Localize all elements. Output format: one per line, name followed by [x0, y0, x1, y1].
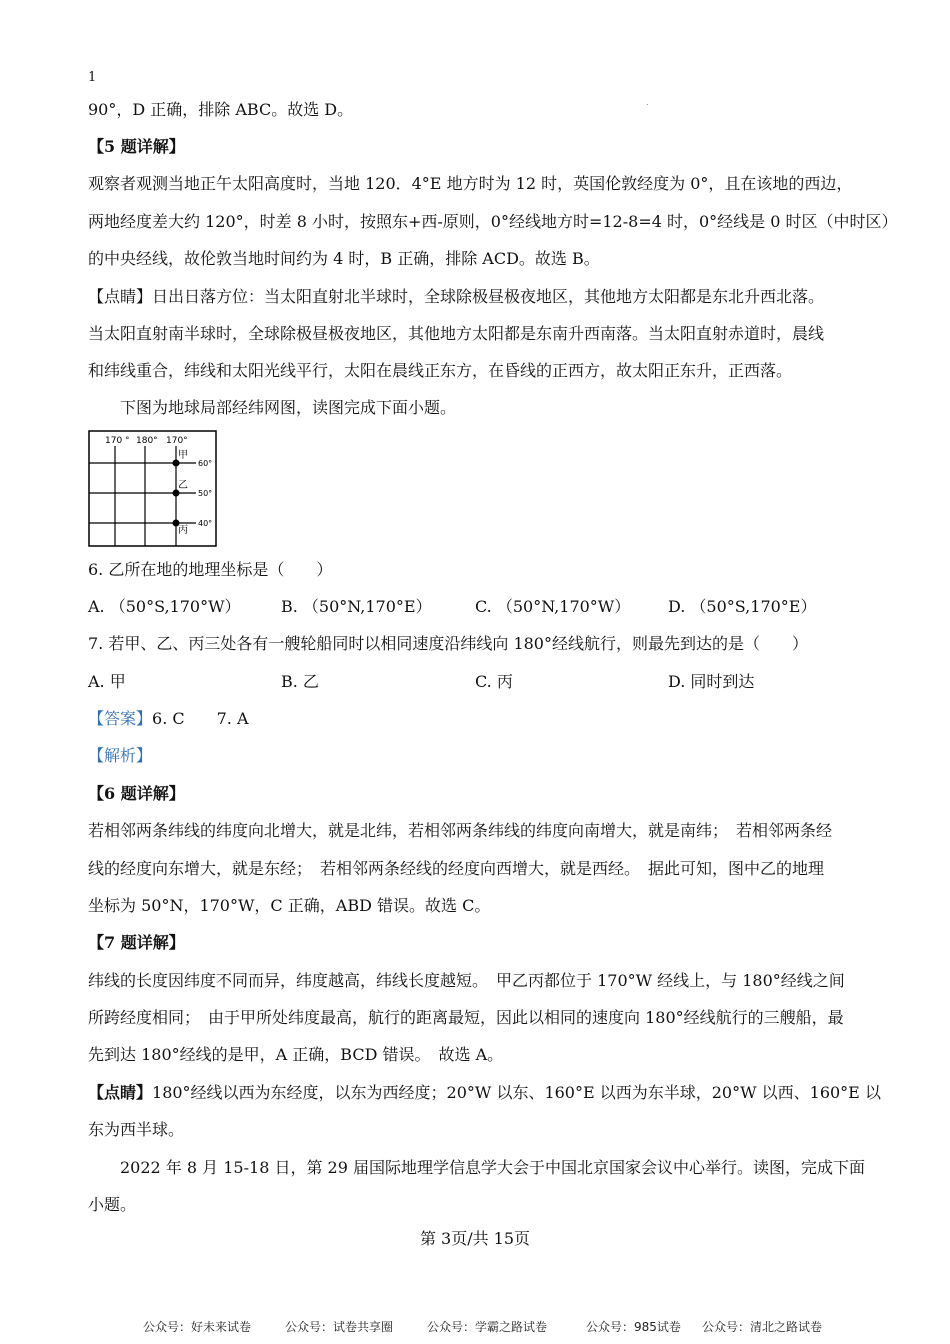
section-label-q5: 【5 题详解】: [88, 137, 185, 156]
footer-text: 公众号：学霸之路试卷: [427, 1320, 548, 1334]
q7-option-d: D. 同时到达: [668, 672, 755, 691]
text-line: 东为西半球。: [88, 1120, 185, 1139]
page-mark: 1: [88, 70, 97, 85]
text-line: 纬线的长度因纬度不同而异，纬度越高，纬线长度越短。 甲乙丙都位于 170°W 经线上，与 180°经线之间: [88, 971, 845, 990]
tip-line: [88, 1083, 881, 1103]
text-line: 所跨经度相同； 由于甲所处纬度最高，航行的距离最短，因此以相同的速度向 180°经线航行的三艘船，最: [88, 1008, 844, 1027]
graticule-svg: [88, 430, 218, 548]
text-line: 坐标为 50°N，170°W，C 正确，ABD 错误。故选 C。: [88, 896, 491, 915]
answer-text: 6. C 7. A: [152, 709, 249, 728]
q7-option-a: A. 甲: [88, 672, 126, 691]
longitude-label: 170 °: [105, 436, 130, 446]
answer-line: [88, 709, 249, 729]
text-line: 两地经度差大约 120°，时差 8 小时，按照东+西-原则，0°经线地方时=12-8=4 时，0°经线是 0 时区（中时区）: [88, 212, 898, 231]
graticule-figure: [88, 430, 218, 548]
answer-label: 【答案】: [88, 709, 153, 728]
section-label-q6: 【6 题详解】: [88, 784, 185, 803]
latitude-label: 40°: [198, 519, 213, 528]
q6-option-d: D. （50°S,170°E）: [668, 597, 817, 616]
text-line: 先到达 180°经线的是甲，A 正确，BCD 错误。 故选 A。: [88, 1045, 504, 1064]
point-label-yi: 乙: [178, 480, 188, 491]
longitude-label: 170°: [166, 436, 188, 446]
latitude-label: 50°: [198, 489, 213, 498]
q6-option-a: A. （50°S,170°W）: [88, 597, 241, 616]
text-line: 若相邻两条纬线的纬度向北增大，就是北纬，若相邻两条纬线的纬度向南增大，就是南纬； 若相邻两条经: [88, 821, 833, 840]
point-label-jia: 甲: [178, 450, 188, 461]
point-label-bing: 丙: [178, 525, 188, 536]
section-label-q7: 【7 题详解】: [88, 933, 185, 952]
text-line: 当太阳直射南半球时，全球除极昼极夜地区，其他地方太阳都是东南升西南落。当太阳直射赤道时，晨线: [88, 324, 825, 343]
latitude-label: 60°: [198, 459, 213, 468]
q6-option-c: C. （50°N,170°W）: [475, 597, 631, 616]
footer-text: 公众号：985试卷: [586, 1320, 681, 1334]
text-line: 线的经度向东增大，就是东经； 若相邻两条经线的经度向西增大，就是西经。 据此可知，图中乙的地理: [88, 859, 825, 878]
footer-text: 公众号：清北之路试卷: [702, 1320, 823, 1334]
page-number: 第 3页/共 15页: [419, 1229, 531, 1248]
text-line: 的中央经线，故伦敦当地时间约为 4 时，B 正确，排除 ACD。故选 B。: [88, 249, 600, 268]
question-6-stem: 6. 乙所在地的地理坐标是（ ）: [88, 560, 333, 579]
footer-text: 公众号：试卷共享圈: [285, 1320, 394, 1334]
q7-option-b: B. 乙: [281, 672, 319, 691]
longitude-label: 180°: [136, 436, 158, 446]
tip-label: 【点睛】: [88, 1083, 153, 1102]
q7-option-c: C. 丙: [475, 672, 513, 691]
analysis-label: 【解析】: [88, 746, 153, 765]
figure-frame: [89, 431, 216, 546]
tip-text: 180°经线以西为东经度，以东为西经度；20°W 以东、160°E 以西为东半球，20°W 以西、160°E 以: [152, 1083, 881, 1102]
footer-text: 公众号：好未来试卷: [143, 1320, 252, 1334]
next-intro: 2022 年 8 月 15-18 日，第 29 届国际地理学信息学大会于中国北京国家会议中心举行。读图，完成下面: [120, 1158, 865, 1177]
text-line: 【点睛】日出日落方位：当太阳直射北半球时，全球除极昼极夜地区，其他地方太阳都是东北升西北落。: [88, 287, 825, 306]
header-dot: .: [646, 98, 649, 107]
text-line: 90°，D 正确，排除 ABC。故选 D。: [88, 100, 354, 119]
text-line: 和纬线重合，纬线和太阳光线平行，太阳在晨线正东方，在昏线的正西方，故太阳正东升，正西落。: [88, 361, 793, 380]
q6-option-b: B. （50°N,170°E）: [281, 597, 432, 616]
question-7-stem: 7. 若甲、乙、丙三处各有一艘轮船同时以相同速度沿纬线向 180°经线航行，则最先到达的是（ ）: [88, 634, 808, 653]
text-line: 小题。: [88, 1195, 137, 1214]
figure-intro: 下图为地球局部经纬网图，读图完成下面小题。: [120, 398, 457, 417]
text-line: 观察者观测当地正午太阳高度时，当地 120．4°E 地方时为 12 时，英国伦敦经度为 0°，且在该地的西边，: [88, 174, 853, 193]
